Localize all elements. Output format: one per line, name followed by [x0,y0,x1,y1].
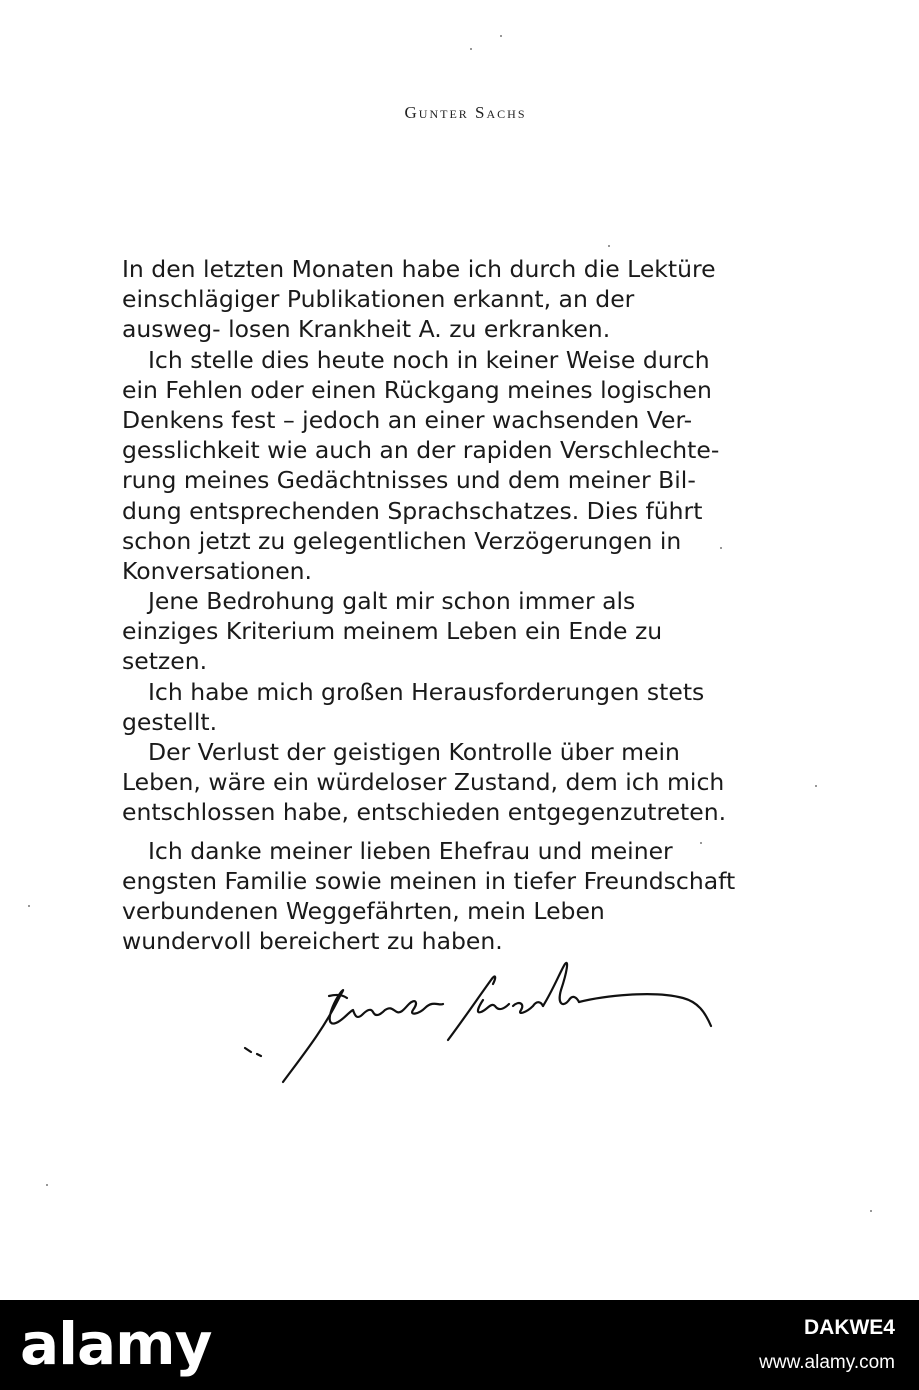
letter-line: In den letzten Monaten habe ich durch die Lektüre [122,255,716,283]
letter-line: setzen. [122,647,208,676]
watermark-bar [0,1300,919,1390]
letter-line: Denkens fest – jedoch an einer wachsenden Ver- [122,405,693,434]
paper-speck [815,785,817,787]
letter-line: dung entsprechenden Sprachschatzes. Dies führt [122,496,703,525]
letter-line: Jene Bedrohung galt mir schon immer als [148,587,636,616]
paper-speck [470,48,472,50]
paper-speck [500,35,502,37]
letter-line: engsten Familie sowie meinen in tiefer Freundschaft [122,866,736,895]
signature [243,960,723,1085]
letter-line: Ich habe mich großen Herausforderungen stets [148,677,705,706]
letterhead: Gunter Sachs [404,103,527,122]
letter-line: verbundenen Weggefährten, mein Leben [122,896,605,925]
letter-line: ein Fehlen oder einen Rückgang meines logischen [122,375,712,404]
letter-line: einziges Kriterium meinem Leben ein Ende zu [122,617,663,646]
letter-line: entschlossen habe, entschieden entgegenzutreten. [122,798,727,827]
letter-line: Ich stelle dies heute noch in keiner Weise durch [148,345,710,374]
paper-speck [870,1210,872,1212]
watermark-logo: alamy [20,1310,212,1378]
letter-line: Ich danke meiner lieben Ehefrau und meiner [148,836,673,865]
letter-body [122,254,782,956]
paper-speck [46,1184,48,1186]
image-id: DAKWE4 [803,1316,895,1339]
letter-line: einschlägiger Publikationen erkannt, an der [122,285,635,314]
letter-line: ausweg- losen Krankheit A. zu erkranken. [122,315,611,344]
letter-line: gesslichkeit wie auch an der rapiden Verschlechte- [122,436,720,465]
letter-line: Leben, wäre ein würdeloser Zustand, dem ich mich [122,768,725,797]
paper-speck [28,905,30,907]
paper-speck [720,547,722,549]
paper-speck [700,842,702,844]
letter-line: rung meines Gedächtnisses und dem meiner Bil- [122,466,696,495]
letter-line: Konversationen. [122,556,313,585]
paper-speck [608,245,610,247]
letter-line: gestellt. [122,707,218,736]
site-url: www.alamy.com [759,1352,895,1373]
letter-line: schon jetzt zu gelegentlichen Verzögerungen in [122,526,682,555]
letter-line: wundervoll bereichert zu haben. [122,927,503,956]
letter-line: Der Verlust der geistigen Kontrolle über mein [148,738,680,766]
